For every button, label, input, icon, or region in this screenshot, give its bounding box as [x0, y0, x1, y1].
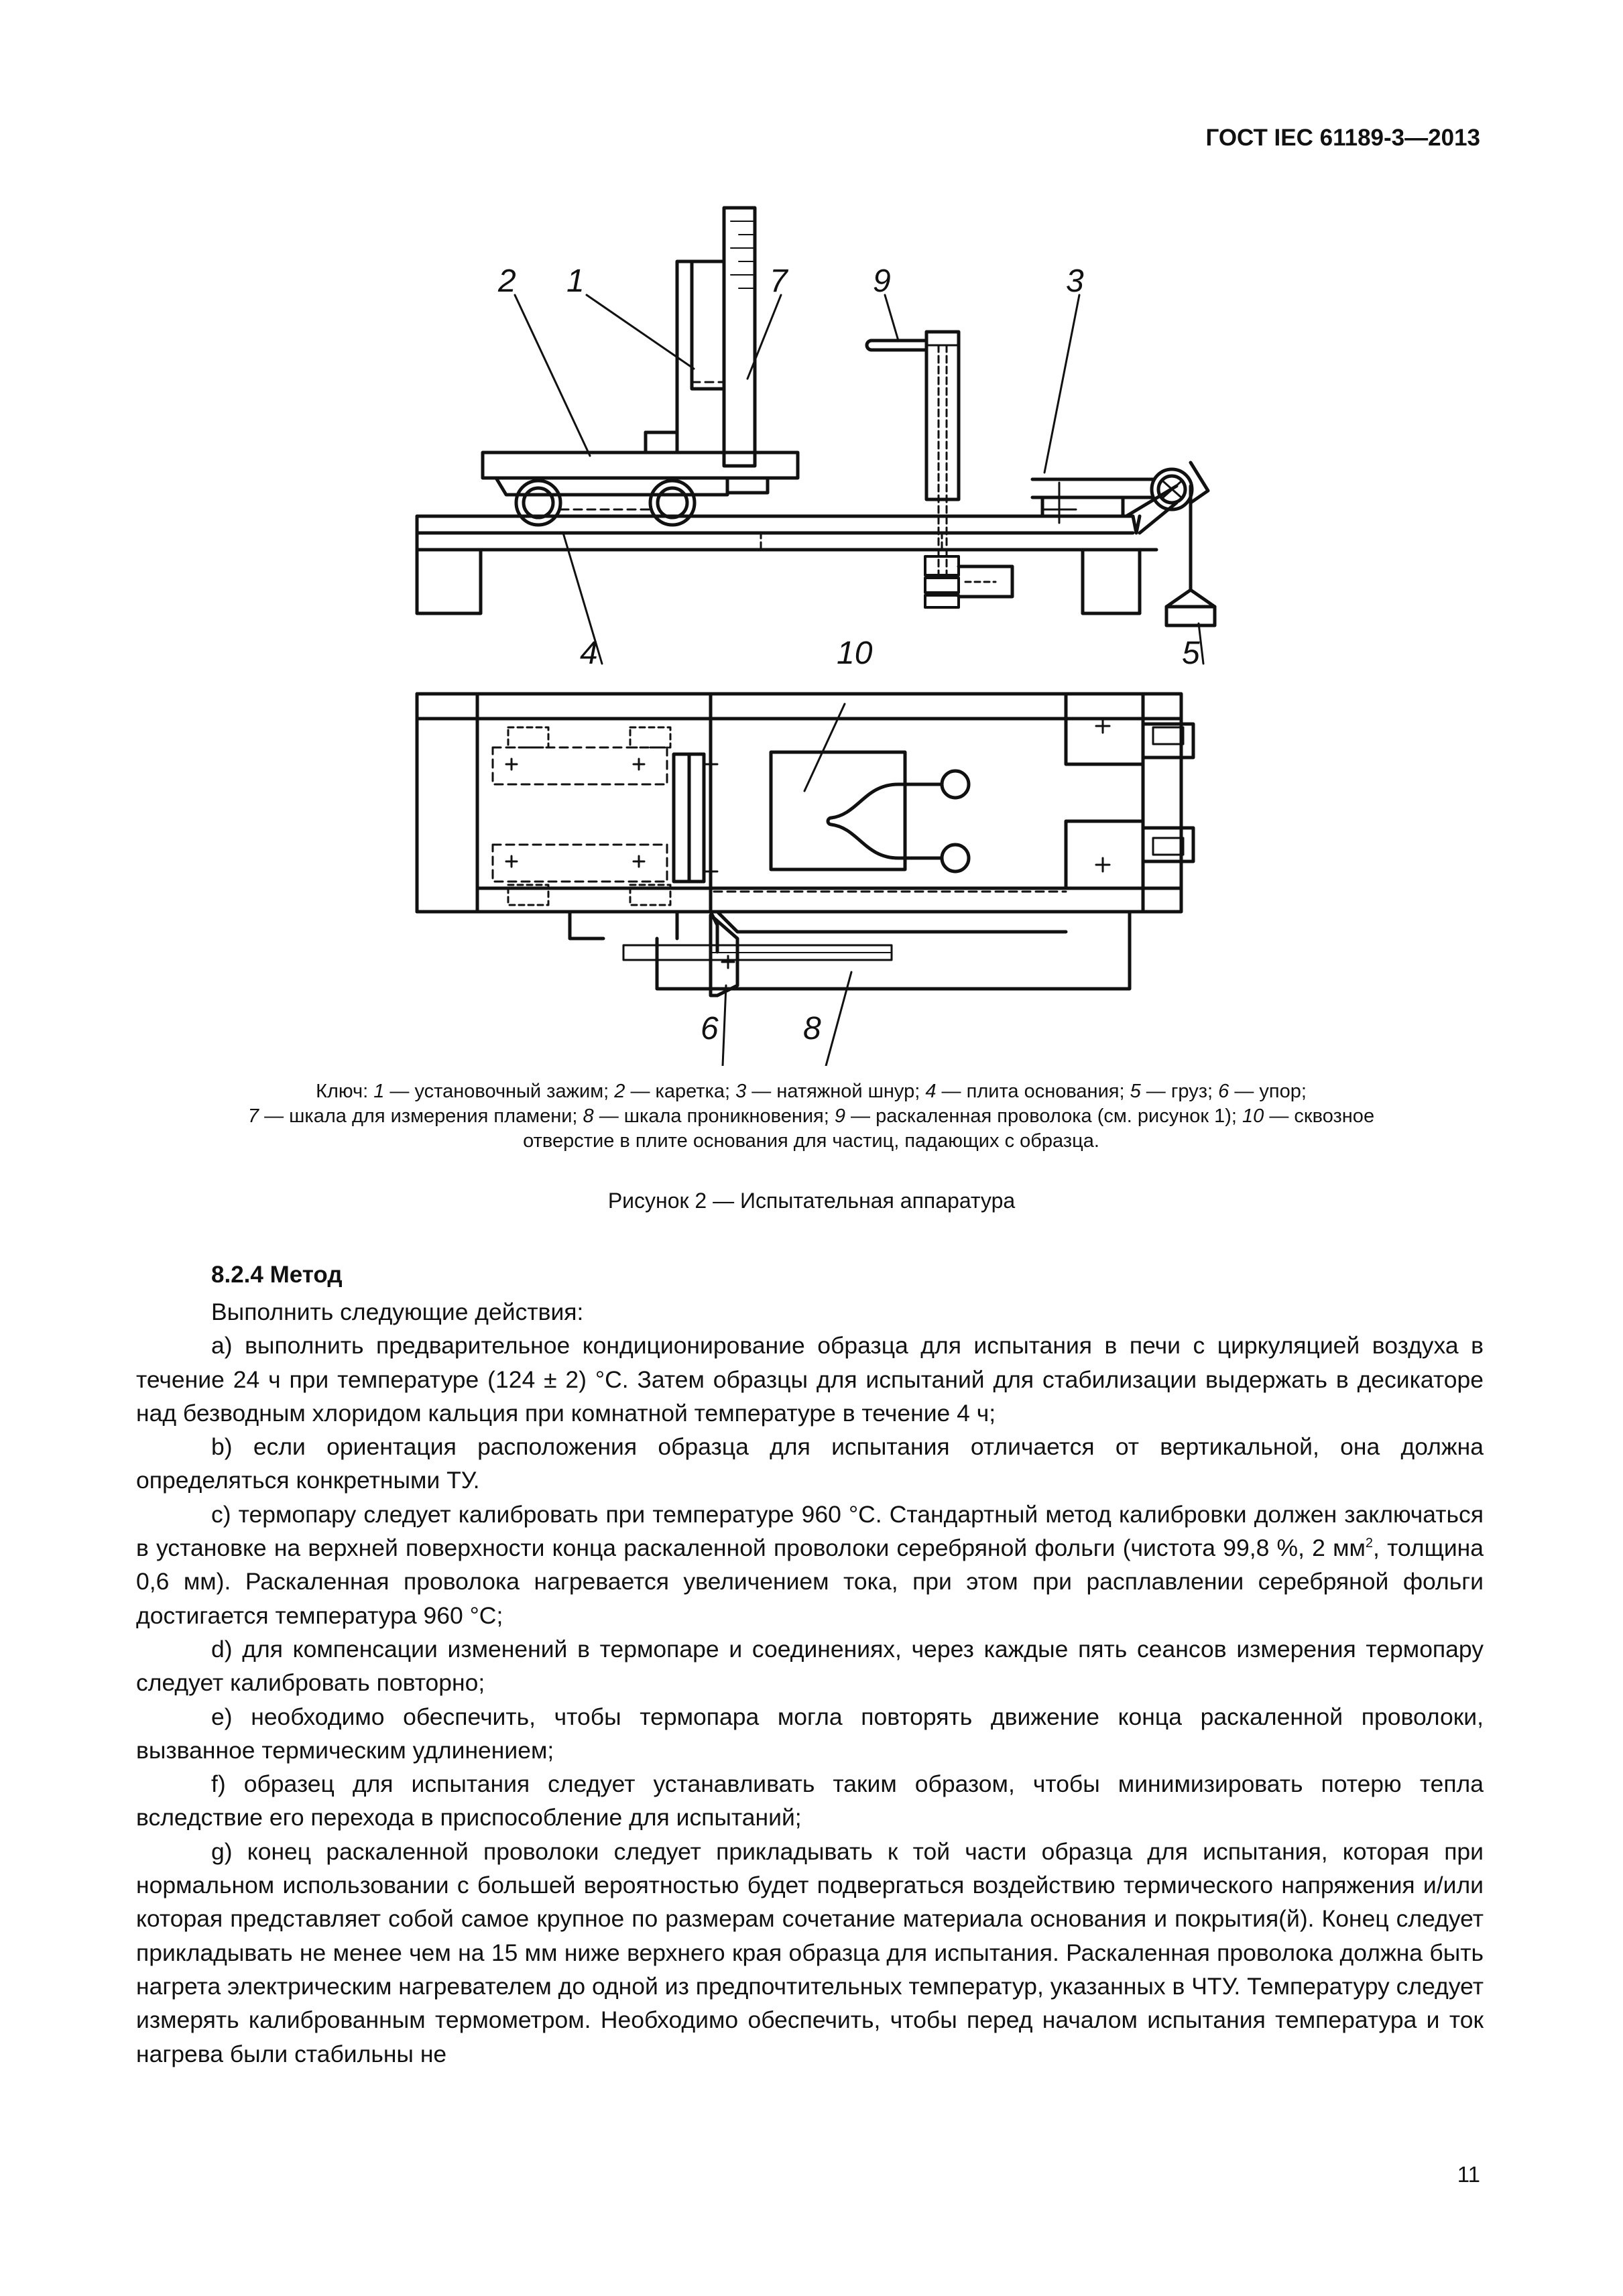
key-text: — сквозное	[1264, 1105, 1375, 1127]
item-b: b) если ориентация расположения образца для испытания отличается от вертикальной, она должна определяться конкретными ТУ.	[136, 1433, 1484, 1494]
key-text: отверстие в плите основания для частиц, падающих с образца.	[523, 1130, 1099, 1152]
callout-7: 7	[770, 263, 788, 299]
callout-4: 4	[580, 636, 598, 671]
item-g: g) конец раскаленной проволоки следует прикладывать к той части образца для испытания, которая при нормальном использовании с большей вероятностью будет подвергаться воздействию термического напряжения и/или которая представляет собой самое крупное по размерам сочетание материала основания и покрытия(й). Конец следует прикладывать не менее чем на 15 мм ниже верхнего края образца для испытания. Раскаленная проволока должна быть нагрета электрическим нагревателем до одной из предпочтительных температур, указанных в ЧТУ. Температуру следует измерять калиброванным термометром. Необходимо обеспечить, чтобы перед началом испытания температура и ток нагрева были стабильны не	[136, 1837, 1484, 2067]
section-heading: 8.2.4 Метод	[211, 1262, 343, 1288]
key-number: 9	[834, 1105, 845, 1127]
key-text: — шкала проникновения;	[593, 1105, 835, 1127]
key-number: 6	[1218, 1081, 1229, 1102]
key-text: — груз;	[1140, 1081, 1219, 1102]
callout-9: 9	[873, 263, 891, 299]
key-text: — плита основания;	[936, 1081, 1130, 1102]
key-line	[248, 1105, 1374, 1127]
key-line	[373, 1081, 1307, 1102]
key-number: 4	[925, 1081, 937, 1102]
key-text: — раскаленная проволока (см. рисунок 1);	[845, 1105, 1243, 1127]
item-d: d) для компенсации изменений в термопаре и соединениях, через каждые пять сеансов измерения термопару следует калибровать повторно;	[136, 1635, 1484, 1697]
callout-1: 1	[566, 263, 585, 299]
key-line	[523, 1130, 1099, 1152]
callout-8: 8	[803, 1011, 821, 1046]
key-text: — установочный зажим;	[384, 1081, 615, 1102]
item-c-text-2: , толщина 0,6 мм). Раскаленная проволока нагревается увеличением тока, при этом при расплавлении серебряной фольги достигается температура 960 °С;	[136, 1534, 1484, 1629]
key-line-2	[141, 1104, 1482, 1129]
key-number: 3	[735, 1081, 747, 1102]
key-number: 2	[614, 1081, 625, 1102]
key-number: 8	[583, 1105, 594, 1127]
key-text: — шкала для измерения пламени;	[259, 1105, 583, 1127]
key-line-3	[141, 1129, 1482, 1154]
key-text: — натяжной шнур;	[746, 1081, 926, 1102]
side-view	[417, 208, 1215, 625]
leader-lines	[515, 295, 1203, 1066]
figure-key	[141, 1079, 1482, 1154]
callout-6: 6	[701, 1011, 719, 1046]
item-c-superscript: 2	[1365, 1536, 1374, 1551]
key-number: 1	[373, 1081, 385, 1102]
section-body	[136, 1295, 1484, 2071]
item-f: f) образец для испытания следует устанавливать таким образом, чтобы минимизировать потерю тепла вследствие его перехода в приспособление для испытаний;	[136, 1770, 1484, 1831]
key-text: — упор;	[1229, 1081, 1307, 1102]
callout-5: 5	[1182, 636, 1200, 671]
item-a: a) выполнить предварительное кондиционирование образца для испытания в печи с циркуляцией воздуха в течение 24 ч при температуре (124 ± 2) °С. Затем образцы для испытаний для стабилизации выдержать в десикаторе над безводным хлоридом кальция при комнатной температуре в течение 4 ч;	[136, 1332, 1484, 1427]
key-number: 7	[247, 1105, 259, 1127]
page-number: 11	[1457, 2162, 1480, 2187]
item-c-text-1: c) термопару следует калибровать при температуре 960 °С. Стандартный метод калибровки должен заключаться в установке на верхней поверхности конца раскаленной проволоки серебряной фольги (чистота 99,8 %, 2 мм	[136, 1500, 1484, 1562]
top-view	[417, 694, 1193, 995]
callout-3: 3	[1066, 263, 1084, 299]
figure-caption: Рисунок 2 — Испытательная аппаратура	[607, 1189, 1016, 1213]
key-prefix: Ключ:	[316, 1081, 374, 1102]
item-e: e) необходимо обеспечить, чтобы термопара могла повторять движение конца раскаленной проволоки, вызванное термическим удлинением;	[136, 1703, 1484, 1764]
item-c	[136, 1498, 1484, 1632]
callout-2: 2	[498, 263, 516, 299]
key-text: — каретка;	[625, 1081, 736, 1102]
intro-paragraph: Выполнить следующие действия:	[211, 1298, 584, 1325]
apparatus-figure	[389, 194, 1260, 1066]
document-header: ГОСТ IEC 61189-3—2013	[1205, 125, 1480, 151]
key-line-1	[141, 1079, 1482, 1104]
callout-10: 10	[837, 636, 873, 671]
key-number: 10	[1242, 1105, 1264, 1127]
key-number: 5	[1130, 1081, 1141, 1102]
